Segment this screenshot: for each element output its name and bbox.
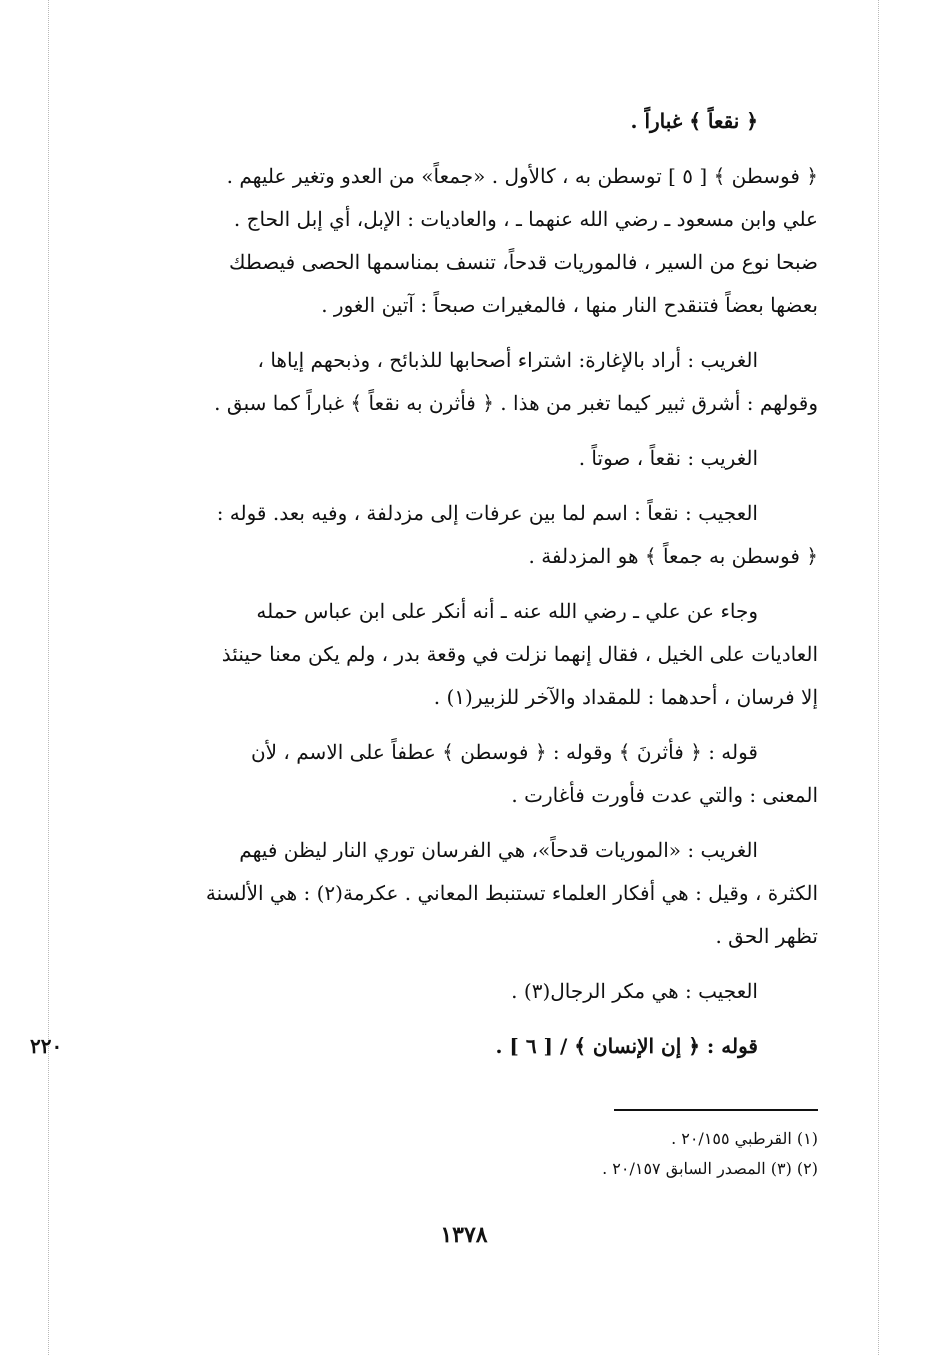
footnote: (١) القرطبي ٢٠/١٥٥ . — [671, 1129, 818, 1148]
text-line: علي وابن مسعود ـ رضي الله عنهما ـ ، والعاديات : الإبل، أي إبل الحاج . — [233, 207, 818, 231]
footnote-divider — [614, 1109, 818, 1111]
footnotes — [500, 1124, 818, 1184]
paragraph-fawasatna — [128, 155, 818, 327]
text-line: بعضها بعضاً فتنقدح النار منها ، فالمغيرات صبحاً : آتين الغور . — [321, 293, 818, 317]
paragraph-athrna — [128, 731, 818, 817]
text-line: قوله : ﴿ فأثرنَ ﴾ وقوله : ﴿ فوسطن ﴾ عطفاً على الاسم ، لأن — [250, 740, 758, 764]
paragraph-ajib-muzdalifa — [128, 492, 818, 578]
text-line: ﴿ فوسطن به جمعاً ﴾ هو المزدلفة . — [528, 544, 818, 568]
scan-guide-line — [878, 0, 879, 1355]
text-line: وجاء عن علي ـ رضي الله عنه ـ أنه أنكر على ابن عباس حمله — [256, 599, 758, 623]
page-body — [30, 100, 818, 1068]
paragraph-gharib-sawt — [128, 437, 818, 480]
text-line: ﴿ فوسطن ﴾ [ ٥ ] توسطن به ، كالأول . «جمعاً» من العدو وتغير عليهم . — [226, 164, 818, 188]
footnote: (٢) (٣) المصدر السابق ٢٠/١٥٧ . — [602, 1159, 818, 1178]
verse-text: قوله : ﴿ إن الإنسان ﴾ / [ ٦ ] . — [495, 1034, 758, 1058]
verse-number: ٢٢٠ — [30, 1034, 63, 1058]
text-line: الكثرة ، وقيل : هي أفكار العلماء تستنبط المعاني . عكرمة(٢) : هي الألسنة — [205, 881, 818, 905]
verse-heading — [30, 1025, 818, 1068]
text-line: العجيب : هي مكر الرجال(٣) . — [511, 979, 758, 1003]
text-line: الغريب : أراد بالإغارة: اشتراء أصحابها للذبائح ، وذبحهم إياها ، — [257, 348, 758, 372]
text-line: تظهر الحق . — [715, 924, 818, 948]
text-line: العجيب : نقعاً : اسم لما بين عرفات إلى مزدلفة ، وفيه بعد. قوله : — [216, 501, 758, 525]
text-line: إلا فرسان ، أحدهما : للمقداد والآخر للزبير(١) . — [433, 685, 818, 709]
paragraph-muriyat — [128, 829, 818, 958]
text-line: ضبحا نوع من السير ، فالموريات قدحاً، تنسف بمناسمها الحصى فيصطك — [229, 250, 818, 274]
paragraph-naqan — [128, 100, 818, 143]
scan-guide-line — [48, 0, 49, 1355]
text-line: المعنى : والتي عدت فأورت فأغارت . — [511, 783, 818, 807]
text-line: العاديات على الخيل ، فقال إنهما نزلت في وقعة بدر ، ولم يكن معنا حينئذ — [221, 642, 818, 666]
paragraph-ali-ibn-abbas — [128, 590, 818, 719]
text-line: الغريب : نقعاً ، صوتاً . — [578, 446, 758, 470]
text-line: الغريب : «الموريات قدحاً»، هي الفرسان توري النار ليظن فيهم — [239, 838, 758, 862]
paragraph-makr-rijal — [128, 970, 818, 1013]
text-line: ﴿ نقعاً ﴾ غباراً . — [630, 109, 758, 133]
paragraph-gharib-ighara — [128, 339, 818, 425]
text-line: وقولهم : أشرق ثبير كيما تغبر من هذا . ﴿ فأثرن به نقعاً ﴾ غباراً كما سبق . — [214, 391, 818, 415]
page-number: ١٣٧٨ — [440, 1222, 488, 1248]
